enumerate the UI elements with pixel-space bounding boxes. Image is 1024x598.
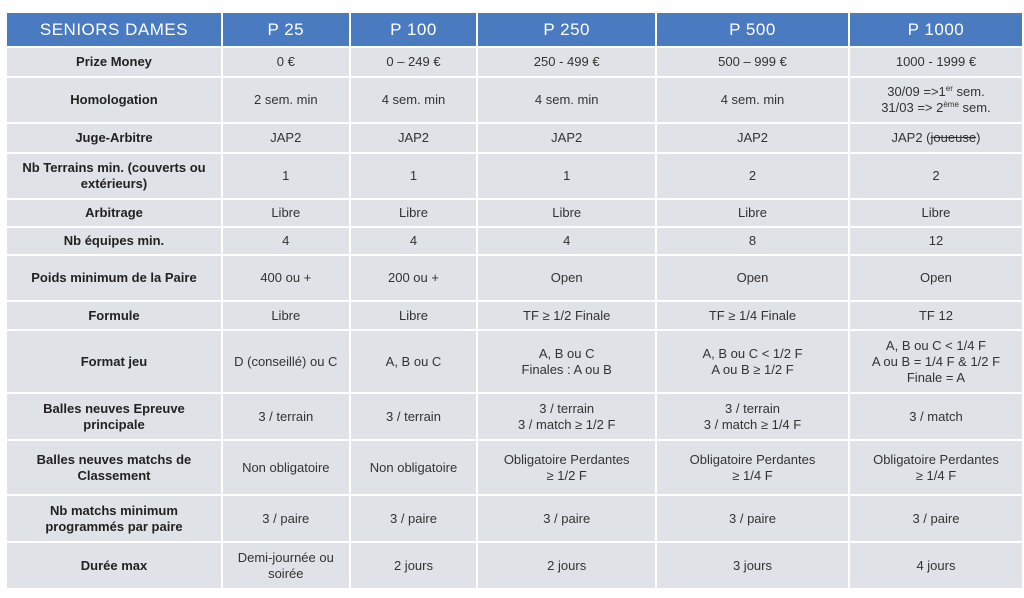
cell-line: A, B ou C	[538, 345, 595, 361]
tournament-table	[5, 11, 1024, 590]
cell-line: 400 ou +	[260, 270, 312, 285]
table-cell	[223, 256, 349, 300]
table-cell	[850, 228, 1022, 254]
cell-line: 500 – 999 €	[718, 54, 787, 69]
table-cell	[478, 496, 655, 541]
table-cell	[850, 78, 1022, 122]
table-row	[7, 302, 1022, 329]
cell-line: 0 €	[276, 54, 295, 69]
table-cell	[351, 394, 477, 439]
cell-line: Finales : A ou B	[521, 361, 612, 377]
cell-line: 2 jours	[547, 557, 587, 573]
cell-line: 1000 - 1999 €	[895, 54, 977, 69]
table-cell	[351, 256, 477, 300]
cell-line: 3 jours	[732, 557, 772, 573]
cell-line: Libre	[271, 205, 301, 220]
cell-line: 4	[409, 233, 418, 248]
cell-line: Obligatoire Perdantes	[873, 451, 999, 467]
table-cell	[351, 48, 477, 76]
cell-line: Open	[736, 270, 769, 285]
table-cell	[478, 200, 655, 226]
cell-line: A ou B = 1/4 F & 1/2 F	[871, 353, 1001, 369]
cell-line: JAP2	[551, 130, 583, 145]
table-cell	[223, 78, 349, 122]
table-cell	[351, 331, 477, 392]
cell-line: 2 sem. min	[254, 92, 318, 107]
row-label: Format jeu	[7, 331, 221, 392]
table-cell	[657, 394, 848, 439]
cell-line: ≥ 1/4 F	[732, 467, 773, 483]
table-cell	[478, 48, 655, 76]
cell-line: 3 / paire	[912, 510, 960, 526]
cell-line: A, B ou C < 1/4 F	[885, 337, 986, 353]
cell-line: 4 sem. min	[381, 92, 446, 107]
table-row	[7, 48, 1022, 76]
table-cell	[850, 543, 1022, 588]
header-p250: P 250	[478, 13, 655, 46]
table-cell	[478, 228, 655, 254]
header-row	[7, 13, 1022, 46]
table-row	[7, 441, 1022, 494]
cell-line: 250 - 499 €	[533, 54, 600, 69]
cell-line: 30/09 =>1er sem.	[887, 84, 985, 99]
header-p100: P 100	[351, 13, 477, 46]
cell-line: JAP2 (joueuse)	[891, 130, 981, 145]
table-cell	[223, 200, 349, 226]
table-cell	[657, 154, 848, 198]
table-cell	[850, 496, 1022, 541]
table-cell	[478, 394, 655, 439]
header-category: SENIORS DAMES	[7, 13, 221, 46]
cell-line: 4	[563, 233, 571, 248]
cell-line: ≥ 1/2 F	[546, 467, 587, 483]
table-cell	[223, 228, 349, 254]
superscript: ème	[943, 100, 959, 109]
cell-line: 3 / match ≥ 1/2 F	[517, 416, 616, 432]
table-cell	[351, 154, 477, 198]
cell-line: A, B ou C < 1/2 F	[702, 345, 803, 361]
cell-line: 2	[748, 168, 757, 183]
cell-line: 3 / paire	[389, 510, 437, 526]
row-label: Nb Terrains min. (couverts ou extérieurs)	[7, 154, 221, 198]
table-cell	[223, 543, 349, 588]
table-cell	[657, 302, 848, 329]
cell-line: 2	[932, 168, 940, 183]
table-cell	[657, 331, 848, 392]
table-cell	[850, 200, 1022, 226]
table-cell	[223, 496, 349, 541]
cell-line: Finale = A	[906, 369, 966, 385]
cell-line: TF 12	[918, 307, 953, 323]
row-label: Formule	[7, 302, 221, 329]
table-cell	[478, 78, 655, 122]
table-row	[7, 154, 1022, 198]
cell-line: 3 / terrain	[725, 400, 780, 416]
cell-line: 3 / paire	[729, 510, 776, 526]
table-cell	[351, 302, 477, 329]
cell-line: 4 sem. min	[720, 92, 785, 107]
cell-line: Libre	[271, 307, 301, 323]
cell-line: Non obligatoire	[369, 459, 458, 475]
table-cell	[478, 331, 655, 392]
table-cell	[223, 394, 349, 439]
cell-line: Demi-journée ou soirée	[237, 549, 334, 581]
table-cell	[657, 124, 848, 152]
table-cell	[478, 154, 655, 198]
cell-line: ≥ 1/4 F	[915, 467, 957, 483]
table-cell	[351, 124, 477, 152]
table-cell	[657, 48, 848, 76]
table-row	[7, 394, 1022, 439]
cell-line: 1	[409, 168, 418, 183]
row-label: Nb matchs minimum programmés par paire	[7, 496, 221, 541]
table-cell	[223, 124, 349, 152]
table-cell	[478, 124, 655, 152]
table-cell	[351, 543, 477, 588]
row-label: Balles neuves Epreuve principale	[7, 394, 221, 439]
row-label: Balles neuves matchs de Classement	[7, 441, 221, 494]
table-cell	[850, 331, 1022, 392]
table-cell	[657, 78, 848, 122]
table-row	[7, 124, 1022, 152]
table-body	[7, 48, 1022, 588]
row-label: Homologation	[7, 78, 221, 122]
table-row	[7, 78, 1022, 122]
row-label: Durée max	[7, 543, 221, 588]
row-label: Arbitrage	[7, 200, 221, 226]
table-cell	[657, 228, 848, 254]
cell-line: 4 jours	[916, 557, 956, 573]
table-cell	[657, 496, 848, 541]
table-cell	[478, 441, 655, 494]
cell-line: Libre	[399, 307, 428, 323]
cell-line: 1	[282, 168, 290, 183]
row-label: Nb équipes min.	[7, 228, 221, 254]
cell-line: TF ≥ 1/4 Finale	[708, 307, 797, 323]
cell-line: 3 / paire	[262, 510, 310, 526]
table-row	[7, 200, 1022, 226]
cell-line: Libre	[399, 205, 428, 220]
cell-line: Obligatoire Perdantes	[689, 451, 816, 467]
cell-line: TF ≥ 1/2 Finale	[523, 307, 611, 323]
table-cell	[478, 302, 655, 329]
row-label: Prize Money	[7, 48, 221, 76]
table-cell	[351, 496, 477, 541]
cell-line: Obligatoire Perdantes	[503, 451, 630, 467]
tournament-table-wrapper	[5, 11, 1024, 590]
table-cell	[351, 200, 477, 226]
superscript: er	[945, 84, 953, 93]
cell-line: 3 / paire	[543, 510, 591, 526]
row-label: Poids minimum de la Paire	[7, 256, 221, 300]
table-cell	[657, 200, 848, 226]
table-cell	[850, 302, 1022, 329]
cell-line: 3 / match ≥ 1/4 F	[703, 416, 802, 432]
table-cell	[850, 154, 1022, 198]
table-cell	[478, 543, 655, 588]
cell-line: 2 jours	[393, 557, 433, 573]
table-cell	[478, 256, 655, 300]
table-cell	[223, 441, 349, 494]
table-cell	[351, 78, 477, 122]
cell-line: Libre	[552, 205, 582, 220]
table-cell	[850, 48, 1022, 76]
cell-line: JAP2	[270, 130, 302, 145]
cell-line: 1	[563, 168, 571, 183]
table-cell	[657, 543, 848, 588]
cell-line: 12	[928, 233, 944, 248]
header-p500: P 500	[657, 13, 848, 46]
table-cell	[351, 228, 477, 254]
cell-line: Libre	[921, 205, 951, 220]
table-cell	[223, 154, 349, 198]
cell-line: 8	[748, 233, 757, 248]
table-cell	[850, 256, 1022, 300]
table-cell	[657, 441, 848, 494]
cell-line: 3 / terrain	[539, 400, 595, 416]
cell-line: 0 – 249 €	[386, 54, 441, 69]
cell-line: 4 sem. min	[534, 92, 599, 107]
cell-line: 3 / match	[909, 408, 963, 424]
cell-line: 200 ou +	[388, 270, 439, 285]
cell-line: Open	[920, 270, 952, 285]
cell-line: 3 / terrain	[258, 408, 314, 424]
table-row	[7, 543, 1022, 588]
strikethrough-text: joueuse	[930, 130, 977, 145]
table-row	[7, 496, 1022, 541]
header-p25: P 25	[223, 13, 349, 46]
cell-line: Non obligatoire	[242, 459, 330, 475]
cell-line: 31/03 => 2ème sem.	[881, 100, 991, 115]
table-cell	[850, 394, 1022, 439]
table-row	[7, 331, 1022, 392]
table-row	[7, 256, 1022, 300]
table-cell	[657, 256, 848, 300]
cell-line: 3 / terrain	[386, 408, 441, 424]
cell-line: D (conseillé) ou C	[234, 353, 338, 369]
cell-line: A ou B ≥ 1/2 F	[711, 361, 794, 377]
header-p1000: P 1000	[850, 13, 1022, 46]
cell-line: Libre	[738, 205, 767, 220]
cell-line: A, B ou C	[385, 353, 442, 369]
table-cell	[850, 441, 1022, 494]
row-label: Juge-Arbitre	[7, 124, 221, 152]
table-cell	[223, 48, 349, 76]
table-cell	[351, 441, 477, 494]
table-row	[7, 228, 1022, 254]
cell-line: Open	[550, 270, 583, 285]
table-cell	[223, 331, 349, 392]
table-cell	[850, 124, 1022, 152]
cell-line: 4	[282, 233, 290, 248]
cell-line: JAP2	[397, 130, 430, 145]
table-cell	[223, 302, 349, 329]
cell-line: JAP2	[736, 130, 769, 145]
